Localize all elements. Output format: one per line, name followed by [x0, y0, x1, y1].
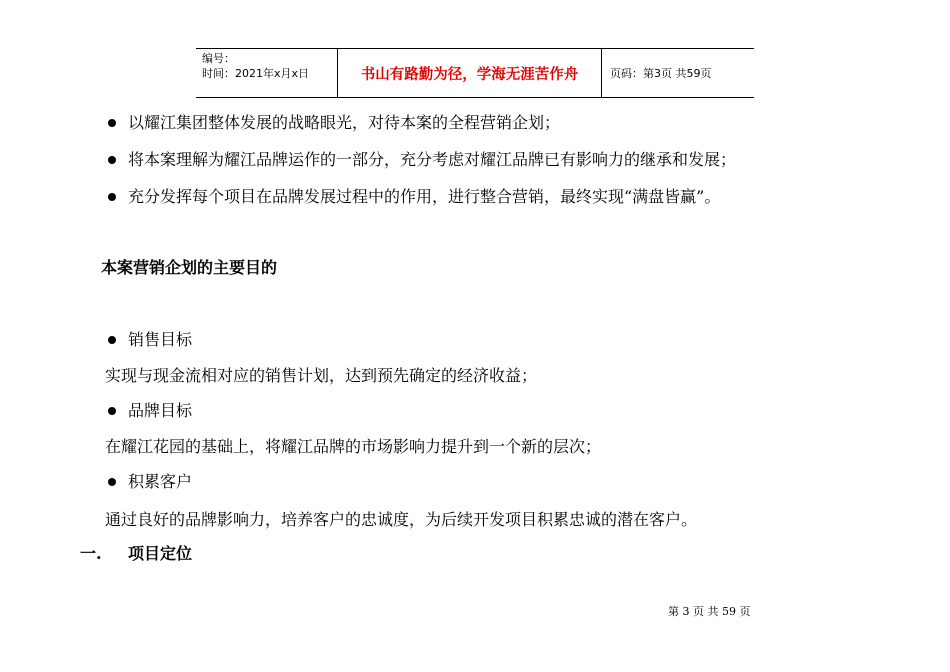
header-motto: 书山有路勤为径，学海无涯苦作舟 — [338, 49, 602, 97]
bullet-dot — [108, 407, 116, 415]
document-header — [196, 48, 754, 98]
goal-desc-brand: 在耀江花园的基础上，将耀江品牌的市场影响力提升到一个新的层次； — [105, 437, 602, 456]
bullet-item-2: 将本案理解为耀江品牌运作的一部分，充分考虑对耀江品牌已有影响力的继承和发展； — [128, 150, 737, 169]
bullet-dot — [108, 193, 116, 201]
bullet-item-3: 充分发挥每个项目在品牌发展过程中的作用，进行整合营销，最终实现“满盘皆赢”。 — [128, 187, 721, 206]
bullet-dot — [108, 119, 116, 127]
header-date: 时间：2021年x月x日 — [202, 67, 310, 80]
bullet-dot — [108, 336, 116, 344]
goal-desc-customers: 通过良好的品牌影响力，培养客户的忠诚度，为后续开发项目积累忠诚的潜在客户。 — [105, 510, 698, 529]
header-meta — [196, 49, 338, 97]
chapter-title: 项目定位 — [128, 544, 193, 563]
chapter-number: 一. — [80, 544, 102, 563]
bullet-dot — [108, 478, 116, 486]
page-footer: 第 3 页 共 59 页 — [668, 605, 751, 618]
goal-title-brand: 品牌目标 — [128, 401, 193, 420]
goal-title-sales: 销售目标 — [128, 330, 193, 349]
header-number-label: 编号： — [202, 52, 235, 65]
goal-title-customers: 积累客户 — [128, 472, 193, 491]
goal-desc-sales: 实现与现金流相对应的销售计划，达到预先确定的经济收益； — [105, 366, 538, 385]
bullet-item-1: 以耀江集团整体发展的战略眼光，对待本案的全程营销企划； — [128, 113, 561, 132]
bullet-dot — [108, 156, 116, 164]
section-title: 本案营销企划的主要目的 — [101, 258, 278, 277]
header-page-code: 页码：第3页 共59页 — [610, 67, 712, 80]
